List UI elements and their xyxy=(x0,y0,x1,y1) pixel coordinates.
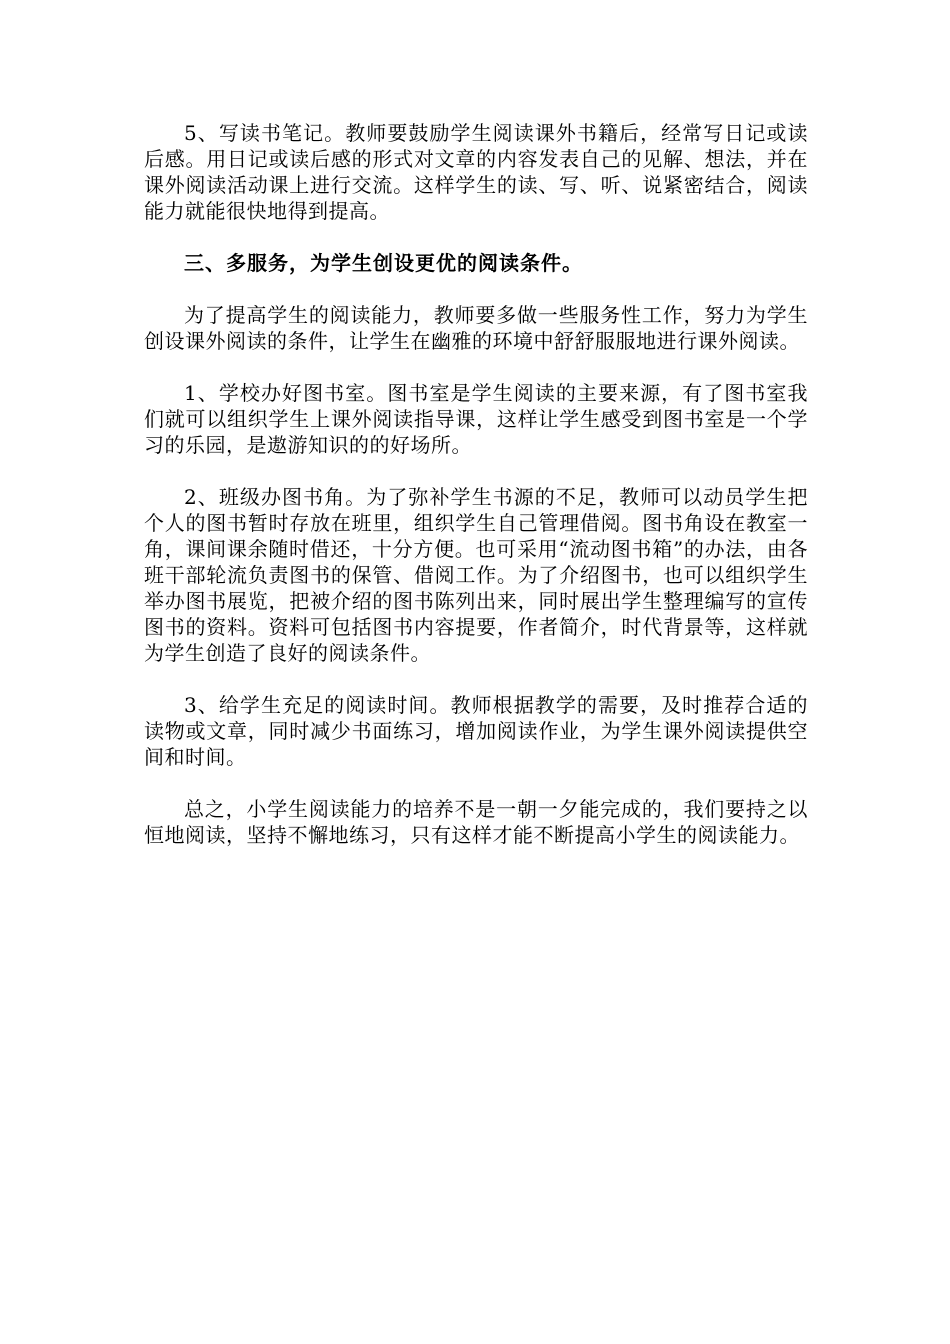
document-page xyxy=(144,120,808,848)
paragraph-reading-time: 3、给学生充足的阅读时间。教师根据教学的需要，及时推荐合适的读物或文章，同时减少书面练习，增加阅读作业，为学生课外阅读提供空间和时间。 xyxy=(144,693,808,769)
paragraph-service-intro: 为了提高学生的阅读能力，教师要多做一些服务性工作，努力为学生创设课外阅读的条件，让学生在幽雅的环境中舒舒服服地进行课外阅读。 xyxy=(144,303,808,353)
paragraph-school-library: 1、学校办好图书室。图书室是学生阅读的主要来源，有了图书室我们就可以组织学生上课外阅读指导课，这样让学生感受到图书室是一个学习的乐园，是遨游知识的的好场所。 xyxy=(144,381,808,457)
paragraph-conclusion: 总之，小学生阅读能力的培养不是一朝一夕能完成的，我们要持之以恒地阅读，坚持不懈地练习，只有这样才能不断提高小学生的阅读能力。 xyxy=(144,797,808,847)
section-heading-3: 三、多服务，为学生创设更优的阅读条件。 xyxy=(184,251,583,275)
paragraph-class-book-corner: 2、班级办图书角。为了弥补学生书源的不足，教师可以动员学生把个人的图书暂时存放在班里，组织学生自己管理借阅。图书角设在教室一角，课间课余随时借还，十分方便。也可采用“流动图书箱”的办法，由各班干部轮流负责图书的保管、借阅工作。为了介绍图书，也可以组织学生举办图书展览，把被介绍的图书陈列出来，同时展出学生整理编写的宣传图书的资料。资料可包括图书内容提要，作者简介，时代背景等，这样就为学生创造了良好的阅读条件。 xyxy=(144,485,808,665)
paragraph-reading-notes: 5、写读书笔记。教师要鼓励学生阅读课外书籍后，经常写日记或读后感。用日记或读后感的形式对文章的内容发表自己的见解、想法，并在课外阅读活动课上进行交流。这样学生的读、写、听、说紧密结合，阅读能力就能很快地得到提高。 xyxy=(144,121,808,223)
